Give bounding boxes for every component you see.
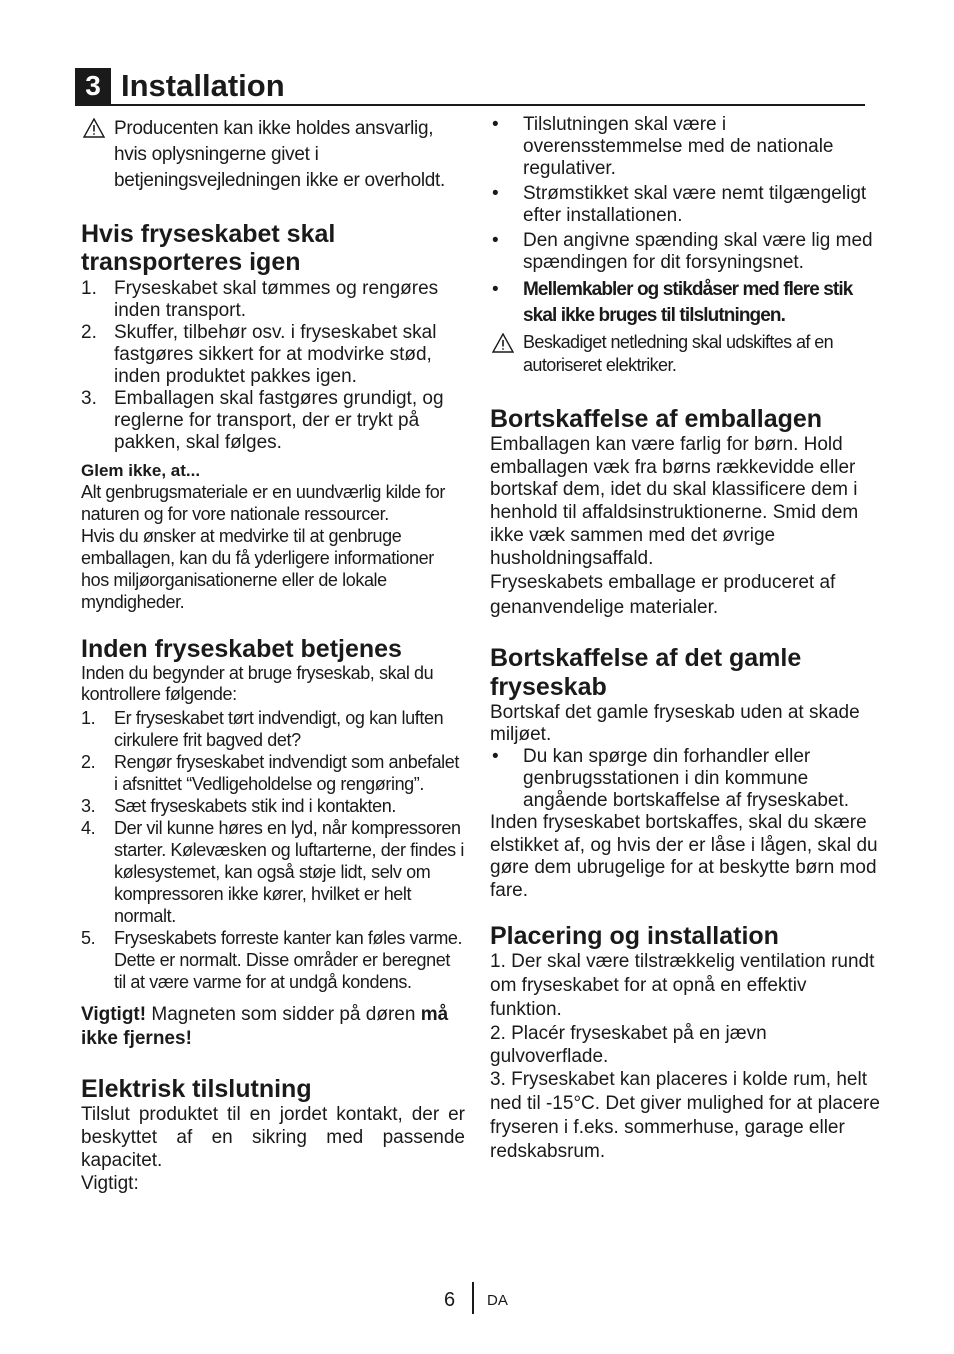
warning-icon <box>83 118 105 138</box>
important-label: Vigtigt! <box>81 1004 147 1025</box>
transport-heading: Hvis fryseskabet skal transporteres igen <box>81 220 336 276</box>
before-use-heading: Inden fryseskabet betjenes <box>81 635 402 663</box>
warning-text: Producenten kan ikke holdes ansvarlig, hvis oplysningerne givet i betjeningsvejledningen ikke er overholdt. <box>114 118 445 191</box>
placement-heading: Placering og installation <box>490 922 779 951</box>
item-text: Den angivne spænding skal være lig med spændingen for dit forsyningsnet. <box>523 230 873 273</box>
remember-label: Glem ikke, at... <box>81 461 201 480</box>
item-text: Fryseskabet skal tømmes og rengøres inden transport. <box>114 278 439 321</box>
packaging-paragraph-2: Fryseskabets emballage er produceret af genanvendelige materialer. <box>490 572 836 619</box>
item-text: Rengør fryseskabet indvendigt som anbefalet i afsnittet “Vedligeholdelse og rengøring”. <box>114 752 459 794</box>
list-item <box>81 707 465 751</box>
chapter-title: Installation <box>121 68 285 103</box>
left-column <box>81 116 465 1195</box>
electrical-bullets <box>490 114 880 329</box>
item-text: Tilslutningen skal være i overensstemmelse med de nationale regulativer. <box>523 114 834 179</box>
item-text: Fryseskabets forreste kanter kan føles varme. Dette er normalt. Disse områder er beregnet til at være varme for at undgå kondens. <box>114 928 463 992</box>
old-appliance-bullets <box>490 746 880 812</box>
placement-paragraph-1: 1. Der skal være tilstrækkelig ventilation rundt om fryseskabet for at opnå en effektiv funktion. <box>490 951 875 1021</box>
liability-warning <box>81 116 465 194</box>
electrical-paragraph: Tilslut produktet til en jordet kontakt, der er beskyttet af en sikring med passende kapacitet. <box>81 1104 465 1171</box>
chapter-number: 3 <box>75 68 111 104</box>
page-number: 6 <box>444 1289 456 1311</box>
bullet-icon: • <box>492 230 499 251</box>
old-appliance-paragraph: Inden fryseskabet bortskaffes, skal du skære elstikket af, og hvis der er låse i lågen, skal du gøre dem ubrugelige for at beskytte børn mod fare. <box>490 812 878 901</box>
item-text: Skuffer, tilbehør osv. i fryseskabet skal fastgøres sikkert for at modvirke stød, inden produktet pakkes igen. <box>114 322 437 387</box>
electrical-heading: Elektrisk tilslutning <box>81 1075 312 1103</box>
list-item <box>490 183 880 227</box>
before-use-list <box>81 707 465 993</box>
warning-icon <box>492 333 514 353</box>
item-text: Emballagen skal fastgøres grundigt, og reglerne for transport, der er trykt på pakken, skal følges. <box>114 388 444 453</box>
bullet-icon: • <box>492 114 499 135</box>
warning-text: Beskadiget netledning skal udskiftes af en autoriseret elektriker. <box>523 332 834 375</box>
list-item <box>81 817 465 927</box>
item-number: 5. <box>81 928 96 948</box>
list-item <box>81 278 465 322</box>
item-text: Sæt fryseskabets stik ind i kontakten. <box>114 796 396 816</box>
electrical-important: Vigtigt: <box>81 1173 139 1194</box>
list-item <box>490 114 880 180</box>
packaging-paragraph-1: Emballagen kan være farlig for børn. Hold emballagen væk fra børns rækkevidde eller bortskaf dem, idet du skal klassificere dem i henhold til affaldsinstruktionerne. Smid dem ikke væk sammen med det øvrige husholdningsaffald. <box>490 434 859 569</box>
list-item <box>490 277 880 329</box>
magnet-note <box>81 1003 465 1051</box>
item-number: 1. <box>81 278 97 299</box>
recycling-paragraph-1: Alt genbrugsmateriale er en uundværlig kilde for naturen og for vore nationale ressourcer. <box>81 482 446 524</box>
footer-divider <box>472 1282 474 1314</box>
right-column <box>490 114 880 1164</box>
item-text: Er fryseskabet tørt indvendigt, og kan luften cirkulere frit bagved det? <box>114 708 444 750</box>
item-number: 4. <box>81 818 96 838</box>
list-item <box>490 230 880 274</box>
item-number: 3. <box>81 388 97 409</box>
list-item <box>81 751 465 795</box>
before-use-intro: Inden du begynder at bruge fryseskab, skal du kontrollere følgende: <box>81 663 434 704</box>
packaging-heading: Bortskaffelse af emballagen <box>490 405 823 433</box>
bullet-icon: • <box>492 746 499 768</box>
cord-warning <box>490 331 880 377</box>
list-item <box>81 927 465 993</box>
list-item <box>490 746 880 812</box>
item-number: 2. <box>81 752 96 772</box>
item-number: 2. <box>81 322 97 343</box>
placement-paragraph-2: 2. Placér fryseskabet på en jævn gulvoverflade. <box>490 1023 767 1068</box>
item-text: Der vil kunne høres en lyd, når kompressoren starter. Kølevæsken og luftarterne, der findes i kølesystemet, kan også støje lidt, selv om kompressoren ikke kører, hvilket er helt normalt. <box>114 818 464 926</box>
item-number: 1. <box>81 708 96 728</box>
item-text: Du kan spørge din forhandler eller genbrugsstationen i din kommune angående bortskaffelse af fryseskabet. <box>523 746 850 812</box>
placement-paragraph-3: 3. Fryseskabet kan placeres i kolde rum, helt ned til -15°C. Det giver mulighed for at placere fryseren i f.eks. sommerhuse, garage eller redskabsrum. <box>490 1069 880 1163</box>
language-code: DA <box>487 1292 508 1309</box>
recycling-paragraph-2: Hvis du ønsker at medvirke til at genbruge emballagen, kan du få yderligere informationer hos miljøorganisationerne eller de lokale myndigheder. <box>81 526 434 612</box>
list-item <box>81 322 465 388</box>
magnet-note-emphasis: må ikke fjernes! <box>81 1004 449 1049</box>
bullet-icon: • <box>492 183 499 204</box>
list-item <box>81 795 465 817</box>
transport-list <box>81 278 465 454</box>
chapter-header <box>75 66 865 106</box>
item-text: Mellemkabler og stikdåser med flere stik skal ikke bruges til tilslutningen. <box>523 279 853 326</box>
list-item <box>81 388 465 454</box>
item-text: Strømstikket skal være nemt tilgængeligt efter installationen. <box>523 183 867 226</box>
old-appliance-heading: Bortskaffelse af det gamle fryseskab <box>490 644 802 702</box>
old-appliance-intro: Bortskaf det gamle fryseskab uden at skade miljøet. <box>490 702 860 746</box>
magnet-note-text: Magneten som sidder på døren <box>146 1004 421 1025</box>
item-number: 3. <box>81 796 96 816</box>
bullet-icon: • <box>492 279 499 300</box>
